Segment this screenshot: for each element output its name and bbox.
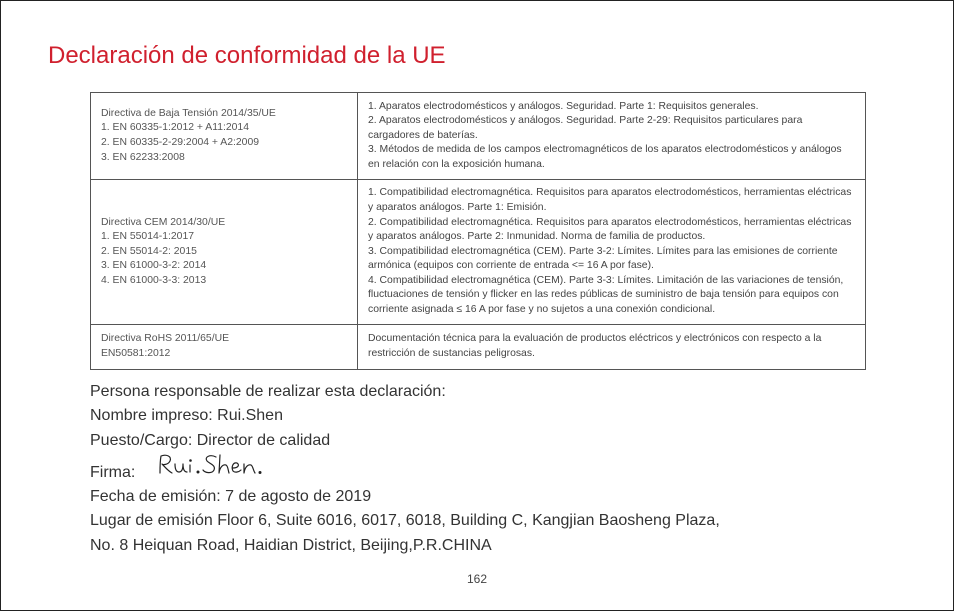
standard-description: 3. Métodos de medida de los campos electromagnéticos de los aparatos electrodomésticos y análogos en relación con la exposición humana. <box>368 144 842 170</box>
standards-description-cell <box>358 180 866 325</box>
directive-name: Directiva CEM 2014/30/UE <box>101 216 226 228</box>
page-title: Declaración de conformidad de la UE <box>48 42 446 69</box>
responsible-person-line: Persona responsable de realizar esta declaración: <box>90 383 446 400</box>
standard-description: 1. Aparatos electrodomésticos y análogos. Seguridad. Parte 1: Requisitos generales. <box>368 100 759 112</box>
directive-name: Directiva RoHS 2011/65/UE <box>101 333 230 345</box>
directive-standard: EN50581:2012 <box>101 348 171 359</box>
standard-description: Documentación técnica para la evaluación de productos eléctricos y electrónicos con respecto a la restricción de sustancias peligrosas. <box>368 333 822 359</box>
directive-standard: 2. EN 55014-2: 2015 <box>101 245 197 257</box>
signature-label: Firma: <box>90 463 136 481</box>
directive-standard: 1. EN 55014-1:2017 <box>101 231 195 243</box>
declaration-block <box>90 380 720 558</box>
directive-cell-rohs <box>91 325 358 370</box>
page-number: 162 <box>466 572 488 586</box>
signature-image <box>154 453 294 477</box>
standards-description-cell <box>358 325 866 370</box>
standard-description: 2. Aparatos electrodomésticos y análogos. Seguridad. Parte 2-29: Requisitos particulares para cargadores de baterías. <box>368 115 803 141</box>
printed-name-line: Nombre impreso: Rui.Shen <box>90 407 283 425</box>
table-row <box>91 93 866 180</box>
position-line: Puesto/Cargo: Director de calidad <box>90 431 331 449</box>
directive-cell-low-voltage <box>91 93 358 180</box>
standard-description: 2. Compatibilidad electromagnética. Requisitos para aparatos electrodomésticos, herramientas eléctricas y aparatos análogos. Parte 2: Inmunidad. Norma de familia de productos. <box>368 216 852 243</box>
issue-place-line: Lugar de emisión Floor 6, Suite 6016, 6017, 6018, Building C, Kangjian Baosheng Plaza, <box>90 512 720 530</box>
table-row <box>91 325 866 370</box>
directive-standard: 3. EN 61000-3-2: 2014 <box>101 260 207 272</box>
directives-table <box>90 92 866 370</box>
issue-date-line: Fecha de emisión: 7 de agosto de 2019 <box>90 488 372 506</box>
directive-cell-emc <box>91 180 358 325</box>
standards-description-cell <box>358 93 866 180</box>
directive-standard: 4. EN 61000-3-3: 2013 <box>101 274 207 286</box>
standard-description: 4. Compatibilidad electromagnética (CEM). Parte 3-3: Límites. Limitación de las variaciones de tensión, fluctuaciones de tensión y flicker en las redes públicas de suministro de baja tensión para equipos con corriente asignada ≤ 16 A por fase y no sujetos a una conexión condicional. <box>368 274 844 316</box>
directive-name: Directiva de Baja Tensión 2014/35/UE <box>101 107 276 119</box>
directive-standard: 2. EN 60335-2-29:2004 + A2:2009 <box>101 137 260 148</box>
table-row <box>91 180 866 325</box>
standard-description: 1. Compatibilidad electromagnética. Requisitos para aparatos electrodomésticos, herramientas eléctricas y aparatos análogos. Parte 1: Emisión. <box>368 187 852 213</box>
directive-standard: 3. EN 62233:2008 <box>101 151 185 163</box>
directive-standard: 1. EN 60335-1:2012 + A11:2014 <box>101 122 249 134</box>
standard-description: 3. Compatibilidad electromagnética (CEM). Parte 3-2: Límites. Límites para las emisiones de corriente armónica (equipos con corriente de entrada <= 16 A por fase). <box>368 245 838 272</box>
signature-row <box>90 453 720 485</box>
issue-place-line: No. 8 Heiquan Road, Haidian District, Beijing,P.R.CHINA <box>90 536 492 554</box>
